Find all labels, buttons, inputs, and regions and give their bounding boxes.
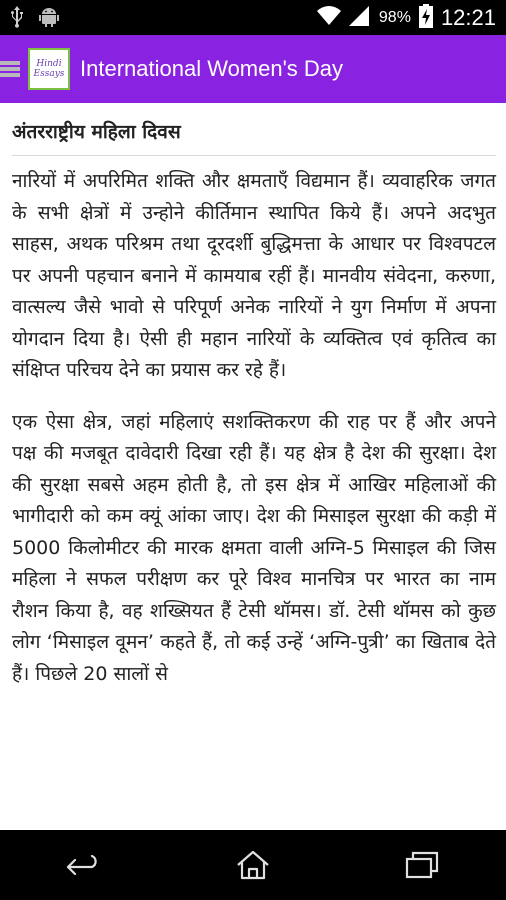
app-logo-line2: Essays <box>33 69 65 79</box>
article-content[interactable] <box>0 103 506 830</box>
page-title: International Women's Day <box>80 56 344 81</box>
app-logo-line1: Hindi <box>36 59 62 69</box>
action-bar <box>0 35 506 103</box>
wifi-icon <box>317 6 341 30</box>
menu-icon[interactable] <box>0 55 22 83</box>
article-paragraph: नारियों में अपरिमित शक्ति और क्षमताएँ विद्यमान हैं। व्यवाहरिक जगत के सभी क्षेत्रों में उन्होने कीर्तिमान स्थापित किये हैं। अपने अदभुत साहस, अथक परिश्रम तथा दूरदर्शी बुद्धिमत्ता के आधार पर विश्वपटल पर अपनी पहचान बनाने में कामयाब रहीं हैं। मानवीय संवेदना, करुणा, वात्सल्य जैसे भावो से परिपूर्ण अनेक नारियों ने युग निर्माण में अपना योगदान दिया है। ऐसी ही महान नारियों के व्यक्तित्व एवं कृतित्व का संक्षिप्त परिचय देने का प्रयास कर रहे हैं। <box>12 170 496 381</box>
usb-icon <box>10 6 24 32</box>
article-heading: अंतरराष्ट्रीय महिला दिवस <box>12 117 496 156</box>
home-icon[interactable] <box>223 845 283 885</box>
back-icon[interactable] <box>54 845 114 885</box>
article-paragraph: एक ऐसा क्षेत्र, जहां महिलाएं सशक्तिकरण की राह पर हैं और अपने पक्ष की मजबूत दावेदारी दिखा रही हैं। यह क्षेत्र है देश की सुरक्षा। देश की सुरक्षा सबसे अहम होती है, तो इस क्षेत्र में आखिर महिलाओं की भागीदारी को कम क्यूं आंका जाए। देश की मिसाइल सुरक्षा की कड़ी में 5000 किलोमीटर की मारक क्षमता वाली अग्नि-5 मिसाइल की जिस महिला ने सफल परीक्षण कर पूरे विश्व मानचित्र पर भारत का नाम रौशन किया है, वह शख्सियत हैं टेसी थॉमस। डॉ. टेसी थॉमस को कुछ लोग ‘मिसाइल वूमन’ कहते हैं, तो कई उन्हें ‘अग्नि-पुत्री’ का खिताब देते हैं। पिछले 20 सालों से <box>12 410 496 685</box>
battery-charging-icon <box>419 4 433 32</box>
clock: 12:21 <box>440 4 496 30</box>
android-icon <box>38 6 60 32</box>
app-logo[interactable] <box>28 48 70 90</box>
signal-icon <box>349 6 371 30</box>
recent-apps-icon[interactable] <box>392 845 452 885</box>
navigation-bar <box>0 830 506 900</box>
status-bar <box>0 0 506 35</box>
battery-percent: 98% <box>378 8 411 26</box>
